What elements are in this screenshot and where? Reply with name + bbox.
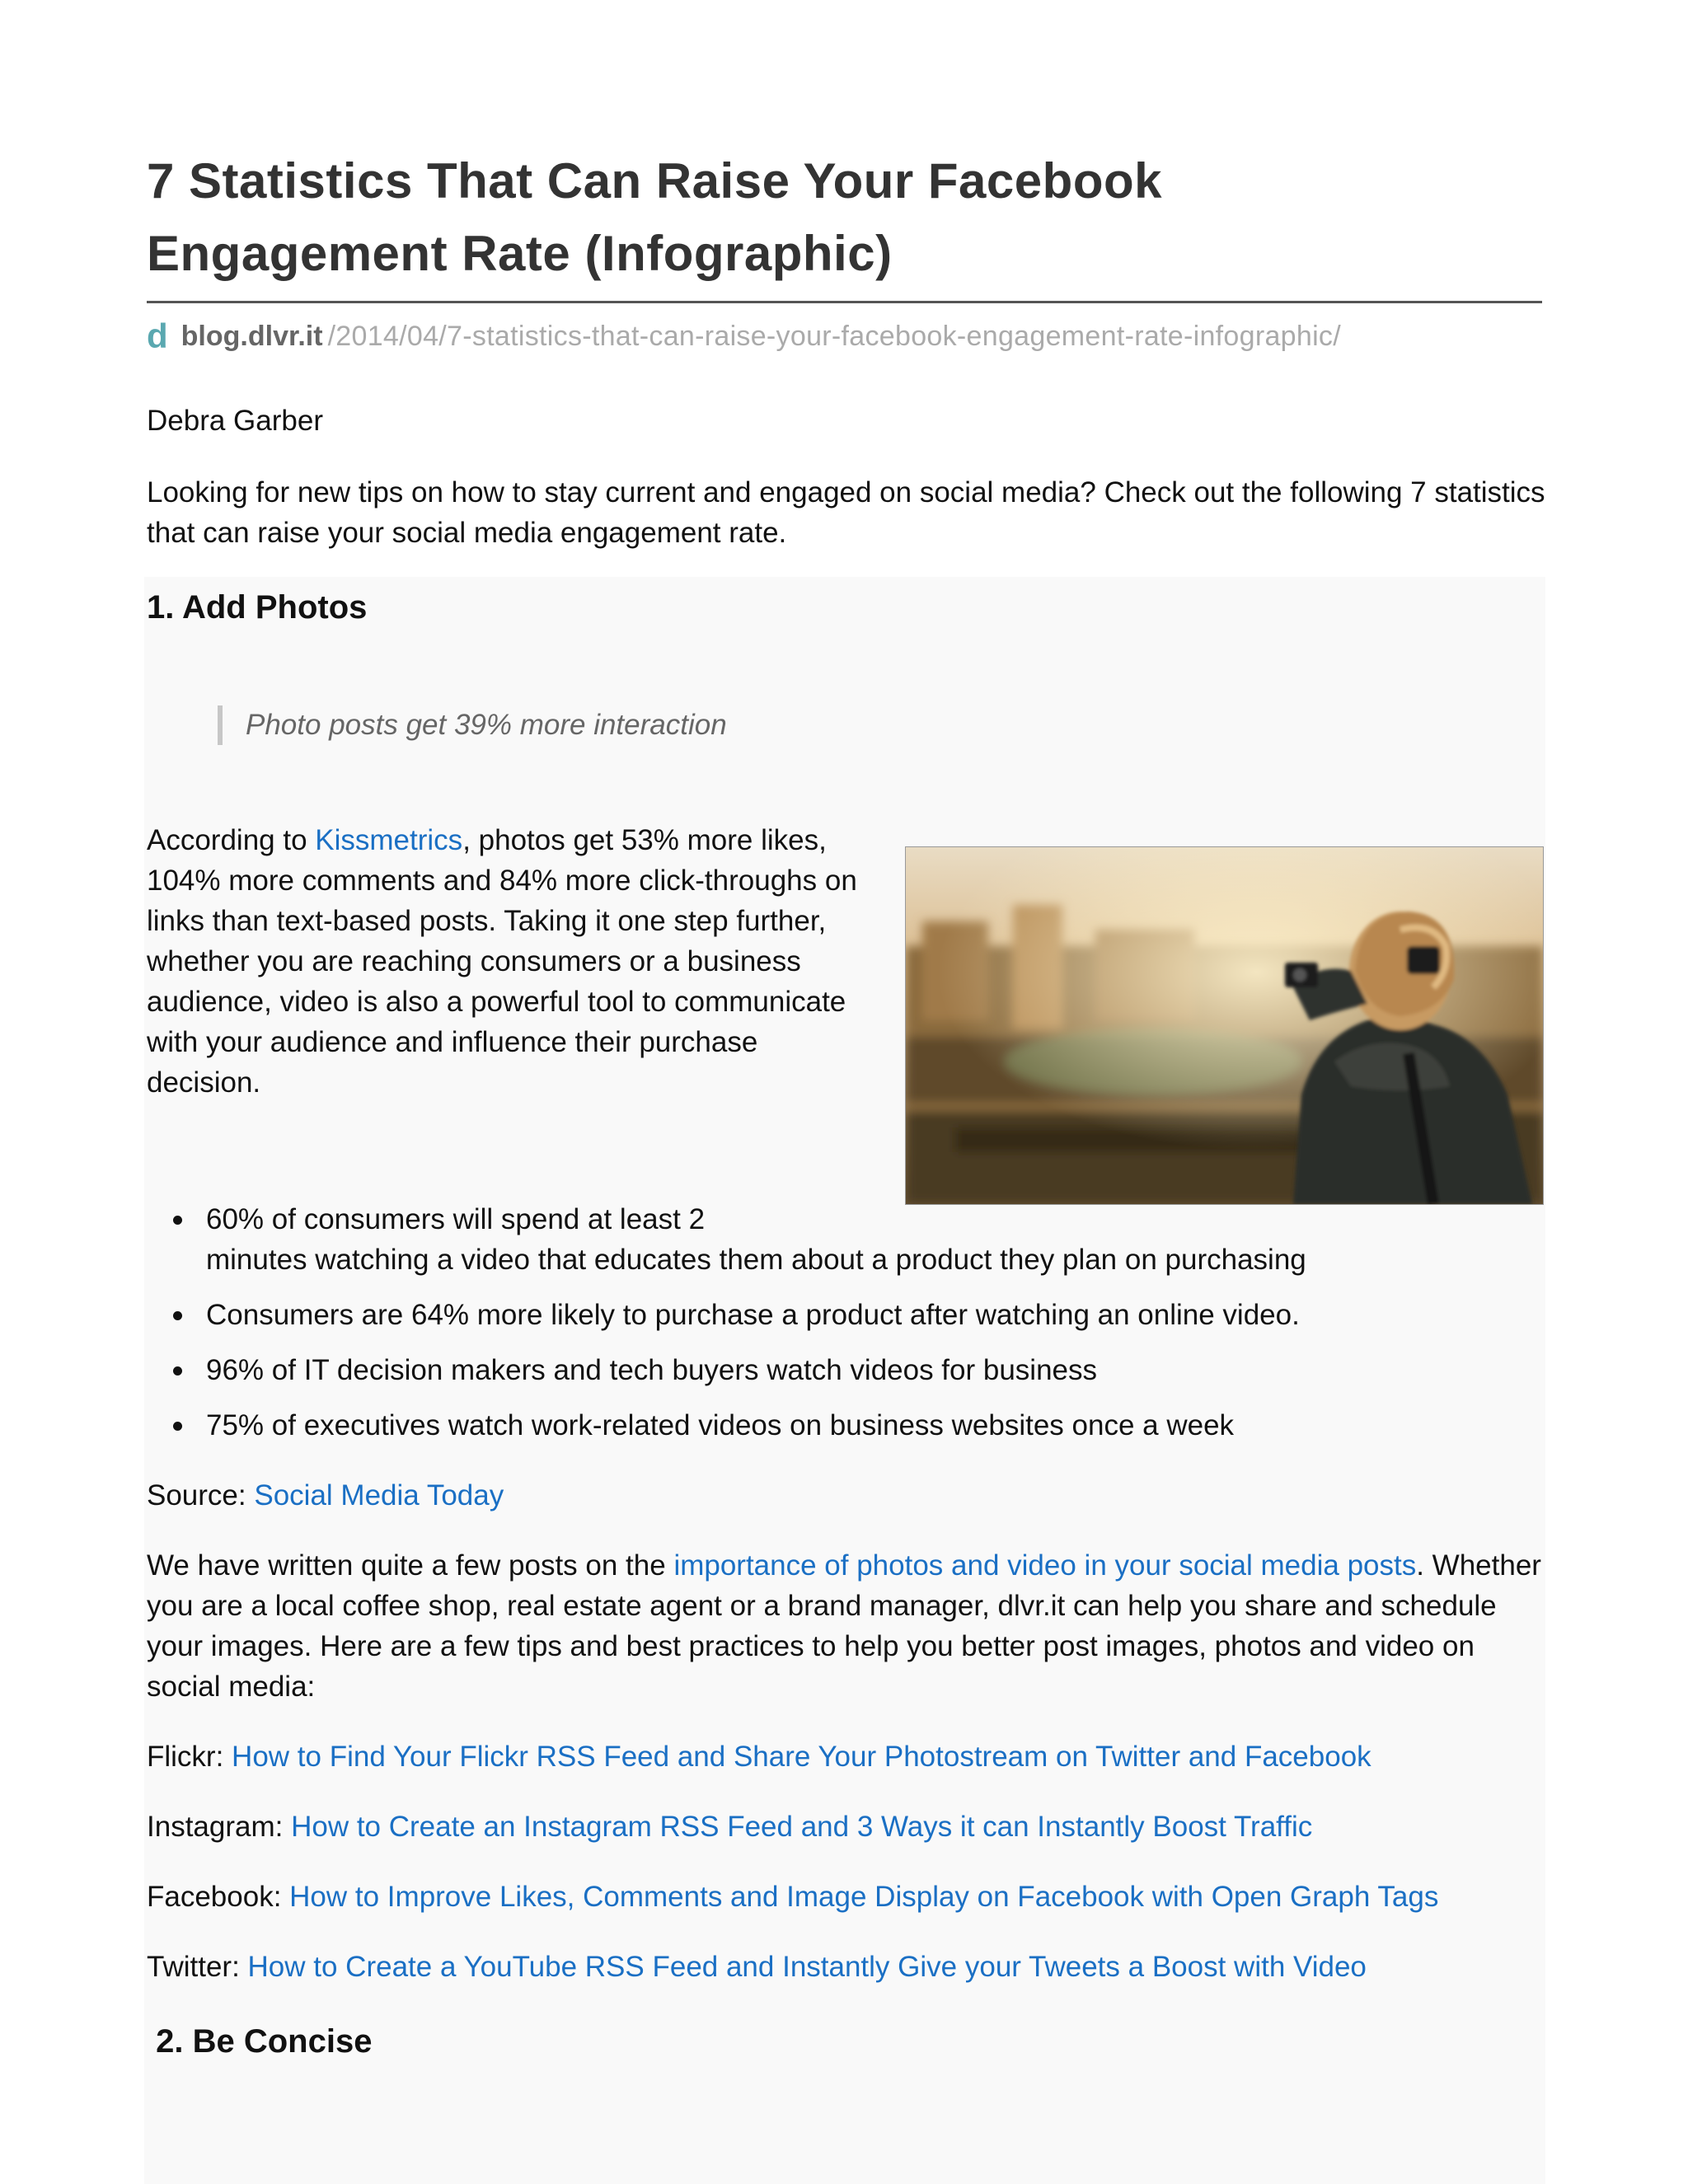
bullet-text: 60% of consumers will spend at least 2 — [206, 1203, 706, 1235]
title-divider — [147, 301, 1542, 303]
link-label: Instagram: — [147, 1811, 292, 1843]
source-line — [147, 1475, 504, 1516]
link-label: Flickr: — [147, 1741, 232, 1773]
source-url[interactable] — [147, 316, 1341, 357]
flickr-link[interactable]: How to Find Your Flickr RSS Feed and Share Your Photostream on Twitter and Facebook — [232, 1741, 1372, 1773]
importance-photos-link[interactable]: importance of photos and video in your social media posts — [673, 1549, 1417, 1582]
dlvr-logo-icon: d — [147, 316, 168, 355]
list-item — [147, 1350, 1548, 1390]
instagram-line — [147, 1807, 1312, 1847]
title-line-2: Engagement Rate (Infographic) — [147, 226, 893, 281]
link-label: Twitter: — [147, 1951, 248, 1983]
blockquote-bar — [218, 705, 223, 745]
para2-prefix: We have written quite a few posts on the — [147, 1549, 674, 1582]
twitter-line — [147, 1947, 1367, 1987]
facebook-link[interactable]: How to Improve Likes, Comments and Image Display on Facebook with Open Graph Tags — [289, 1881, 1439, 1913]
section-1-heading: 1. Add Photos — [147, 589, 368, 626]
list-item — [147, 1405, 1548, 1446]
woman-taking-photo-image — [905, 846, 1544, 1205]
para-rest: , photos get 53% more likes, 104% more comments and 84% more click-throughs on links than text-based posts. Taking it one step further, whether you are reaching consumers or a business audience, video is also a powerful tool to communicate with your audience and influence their purchase decision. — [147, 824, 857, 1099]
intro-paragraph: Looking for new tips on how to stay current and engaged on social media? Check out the following 7 statistics that can raise your social media engagement rate. — [147, 476, 1545, 549]
bullet-text-cont: minutes watching a video that educates them about a product they plan on purchasing — [206, 1244, 1306, 1276]
article-title — [147, 145, 1548, 290]
instagram-link[interactable]: How to Create an Instagram RSS Feed and 3 Ways it can Instantly Boost Traffic — [291, 1811, 1313, 1843]
author-name: Debra Garber — [147, 405, 323, 437]
source-label: Source: — [147, 1479, 255, 1511]
source-path[interactable]: /2014/04/7-statistics-that-can-raise-your-facebook-engagement-rate-infographic/ — [327, 320, 1341, 352]
social-media-today-link[interactable]: Social Media Today — [254, 1479, 504, 1511]
para-prefix: According to — [147, 824, 316, 856]
dlvrit-paragraph — [147, 1545, 1548, 1707]
blockquote-text: Photo posts get 39% more interaction — [246, 709, 727, 741]
list-item — [147, 1295, 1548, 1335]
source-domain[interactable]: blog.dlvr.it — [181, 320, 323, 352]
list-item — [147, 1199, 1306, 1280]
facebook-line — [147, 1877, 1438, 1917]
kissmetrics-paragraph — [147, 820, 872, 1103]
stats-list — [147, 1199, 1548, 1460]
bullet-text: Consumers are 64% more likely to purchase a product after watching an online video. — [206, 1299, 1300, 1331]
title-line-1: 7 Statistics That Can Raise Your Facebook — [147, 153, 1162, 209]
para2-rest: . Whether you are a local coffee shop, real estate agent or a brand manager, dlvr.it can help you share and schedule your images. Here are a few tips and best practices to help you better post images, photos and video on social media: — [147, 1549, 1541, 1703]
link-label: Facebook: — [147, 1881, 290, 1913]
section-2-heading: 2. Be Concise — [147, 2023, 373, 2060]
twitter-link[interactable]: How to Create a YouTube RSS Feed and Instantly Give your Tweets a Boost with Video — [247, 1951, 1367, 1983]
bullet-text: 96% of IT decision makers and tech buyers watch videos for business — [206, 1354, 1098, 1386]
flickr-line — [147, 1736, 1372, 1777]
bullet-text: 75% of executives watch work-related videos on business websites once a week — [206, 1409, 1235, 1441]
kissmetrics-link[interactable]: Kissmetrics — [315, 824, 463, 856]
